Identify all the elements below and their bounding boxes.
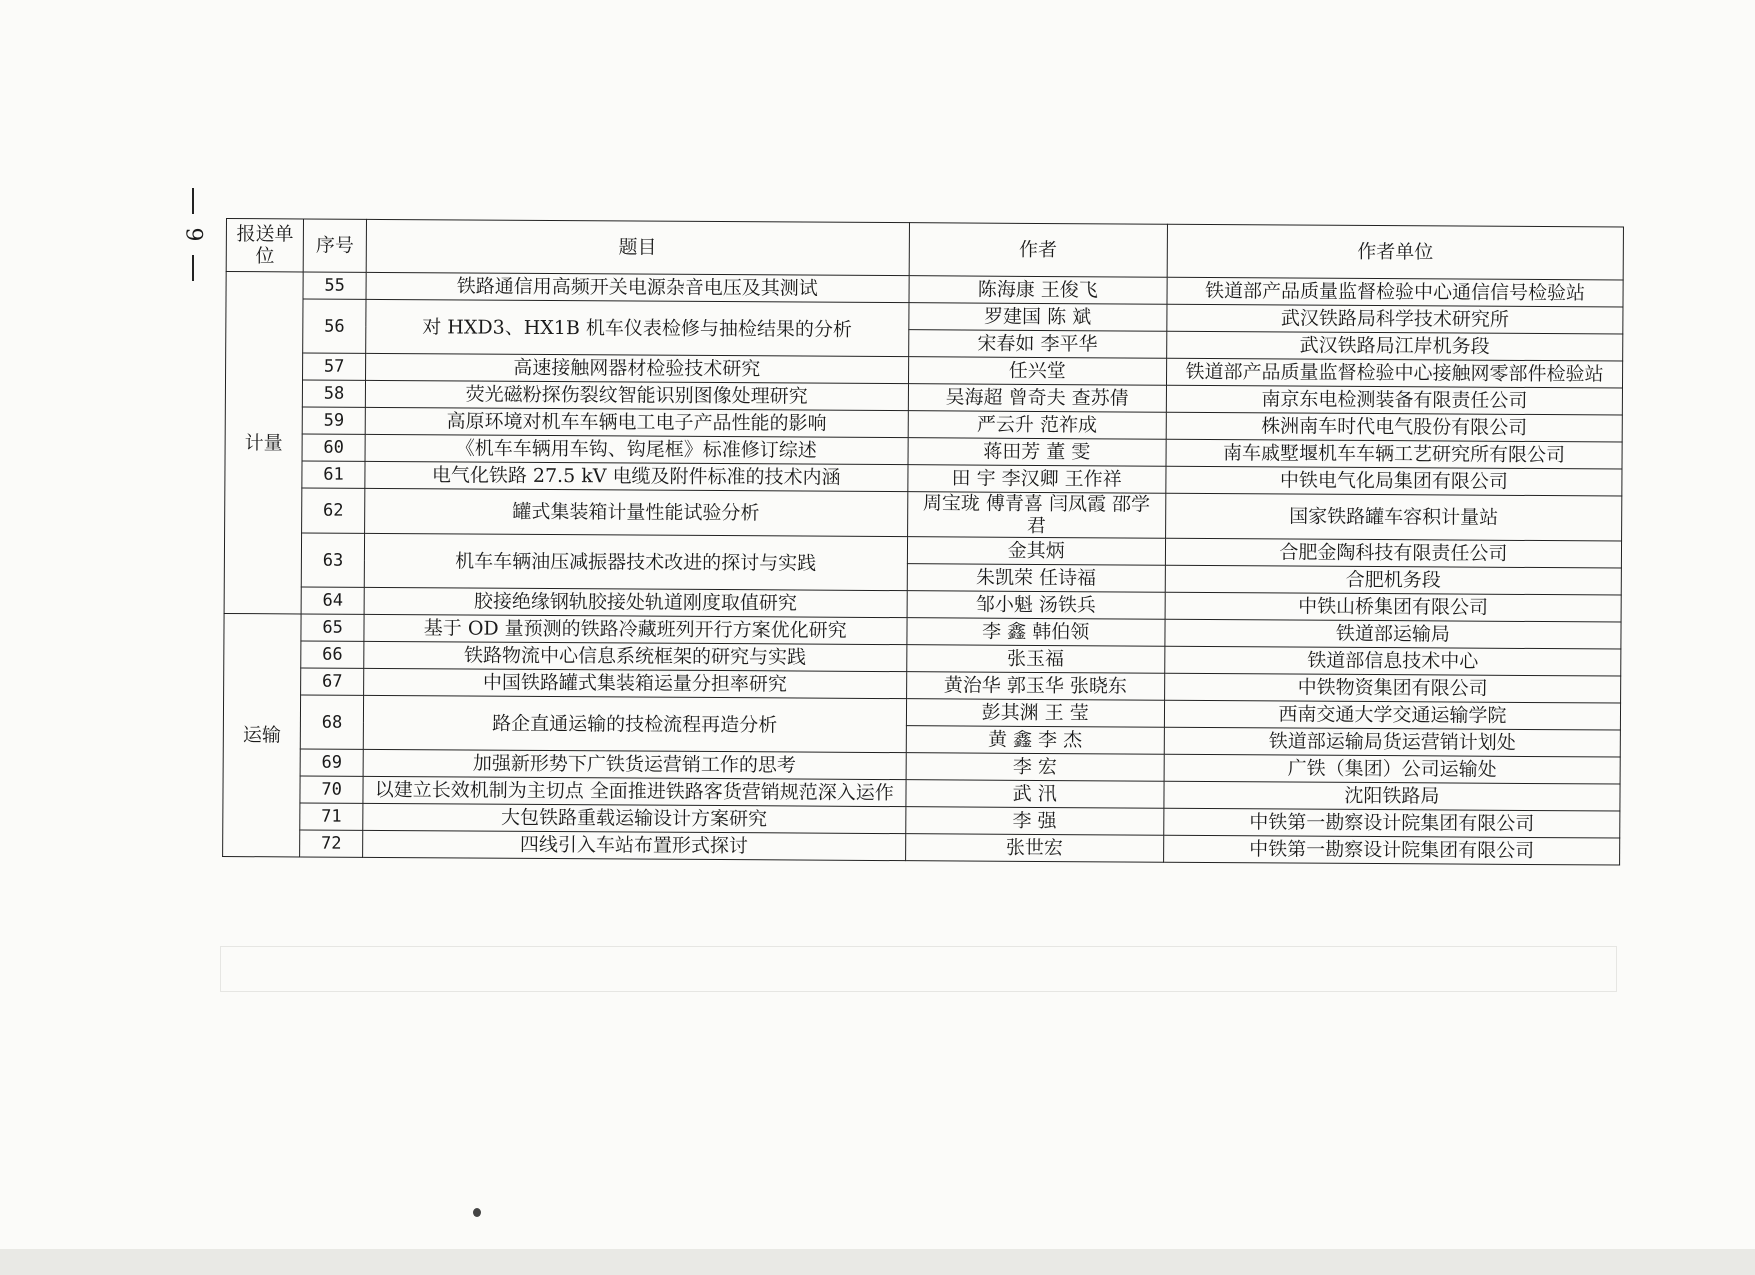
org-cell: 铁道部运输局 xyxy=(1165,619,1621,649)
unit-cell: 运输 xyxy=(223,613,302,856)
seq-cell: 72 xyxy=(300,830,363,857)
header-unit: 报送单位 xyxy=(226,219,304,272)
seq-cell: 59 xyxy=(302,407,365,434)
topic-cell: 基于 OD 量预测的铁路冷藏班列开行方案优化研究 xyxy=(364,614,907,644)
page-number xyxy=(178,188,208,298)
author-cell: 严云升 范祚成 xyxy=(908,411,1167,440)
seq-cell: 69 xyxy=(300,749,363,776)
topic-cell: 路企直通运输的技检流程再造分析 xyxy=(363,695,906,752)
page-number-digit: 9 xyxy=(180,227,206,242)
topic-cell: 铁路通信用高频开关电源杂音电压及其测试 xyxy=(366,272,909,302)
org-cell: 合肥金陶科技有限责任公司 xyxy=(1165,538,1621,568)
seq-cell: 60 xyxy=(302,434,365,461)
org-cell: 南车戚墅堰机车车辆工艺研究所有限公司 xyxy=(1166,439,1622,469)
seq-cell: 65 xyxy=(301,614,364,641)
author-cell: 宋春如 李平华 xyxy=(908,330,1167,359)
author-cell: 张玉福 xyxy=(906,645,1165,674)
org-cell: 铁道部产品质量监督检验中心接触网零部件检验站 xyxy=(1166,358,1622,388)
unit-cell: 计量 xyxy=(224,272,303,614)
topic-cell: 《机车车辆用车钩、钩尾框》标准修订综述 xyxy=(365,434,908,464)
seq-cell: 55 xyxy=(303,272,366,299)
author-cell: 任兴堂 xyxy=(908,357,1167,386)
author-cell: 黄 鑫 李 杰 xyxy=(906,726,1165,755)
author-cell: 李 强 xyxy=(905,807,1164,836)
org-cell: 武汉铁路局科学技术研究所 xyxy=(1167,304,1623,334)
seq-cell: 61 xyxy=(302,461,365,488)
seq-cell: 62 xyxy=(302,488,365,533)
header-topic: 题目 xyxy=(366,219,909,275)
topic-cell: 机车车辆油压减振器技术改进的探讨与实践 xyxy=(364,533,907,590)
org-cell: 铁道部产品质量监督检验中心通信信号检验站 xyxy=(1167,277,1623,307)
author-cell: 彭其渊 王 莹 xyxy=(906,699,1165,728)
table-header xyxy=(226,219,1623,281)
header-seq: 序号 xyxy=(303,219,366,272)
header-author: 作者 xyxy=(909,223,1168,278)
topic-cell: 高速接触网器材检验技术研究 xyxy=(366,353,909,383)
author-cell: 罗建国 陈 斌 xyxy=(908,303,1167,332)
org-cell: 国家铁路罐车容积计量站 xyxy=(1165,493,1621,541)
org-cell: 铁道部信息技术中心 xyxy=(1165,646,1621,676)
topic-cell: 四线引入车站布置形式探讨 xyxy=(363,830,906,860)
seq-cell: 70 xyxy=(300,776,363,803)
org-cell: 西南交通大学交通运输学院 xyxy=(1164,700,1620,730)
seq-cell: 58 xyxy=(303,380,366,407)
org-cell: 合肥机务段 xyxy=(1165,565,1621,595)
org-cell: 中铁山桥集团有限公司 xyxy=(1165,592,1621,622)
org-cell: 广铁（集团）公司运输处 xyxy=(1164,754,1620,784)
topic-cell: 加强新形势下广铁货运营销工作的思考 xyxy=(363,749,906,779)
topic-cell: 高原环境对机车车辆电工电子产品性能的影响 xyxy=(365,407,908,437)
author-cell: 吴海超 曾奇夫 查苏倩 xyxy=(908,384,1167,413)
topic-cell: 以建立长效机制为主切点 全面推进铁路客货营销规范深入运作 xyxy=(363,776,906,806)
org-cell: 南京东电检测装备有限责任公司 xyxy=(1166,385,1622,415)
page-number-dash-top xyxy=(192,188,194,214)
author-cell: 武 汛 xyxy=(905,780,1164,809)
author-cell: 黄治华 郭玉华 张晓东 xyxy=(906,672,1165,701)
seq-cell: 66 xyxy=(301,641,364,668)
topic-cell: 荧光磁粉探伤裂纹智能识别图像处理研究 xyxy=(365,380,908,410)
org-cell: 中铁第一勘察设计院集团有限公司 xyxy=(1164,808,1620,838)
topic-cell: 电气化铁路 27.5 kV 电缆及附件标准的技术内涵 xyxy=(365,461,908,491)
org-cell: 中铁电气化局集团有限公司 xyxy=(1166,466,1622,496)
seq-cell: 56 xyxy=(303,299,366,353)
paper-list-table xyxy=(222,218,1624,866)
author-cell: 金其炳 xyxy=(907,537,1166,566)
scan-bottom-band xyxy=(0,1249,1755,1275)
author-cell: 蒋田芳 董 雯 xyxy=(908,438,1167,467)
author-cell: 陈海康 王俊飞 xyxy=(909,276,1168,305)
author-cell: 田 宇 李汉卿 王作祥 xyxy=(907,465,1166,494)
topic-cell: 大包铁路重载运输设计方案研究 xyxy=(363,803,906,833)
bleed-through-artifact xyxy=(220,946,1617,992)
org-cell: 铁道部运输局货运营销计划处 xyxy=(1164,727,1620,757)
author-cell: 周宝珑 傅青喜 闫凤霞 邵学君 xyxy=(907,492,1166,539)
org-cell: 中铁第一勘察设计院集团有限公司 xyxy=(1164,835,1620,865)
author-cell: 李 宏 xyxy=(906,753,1165,782)
table-body xyxy=(223,272,1624,866)
org-cell: 株洲南车时代电气股份有限公司 xyxy=(1166,412,1622,442)
org-cell: 武汉铁路局江岸机务段 xyxy=(1167,331,1623,361)
author-cell: 邹小魁 汤铁兵 xyxy=(907,591,1166,620)
page-number-dash-bottom xyxy=(192,255,194,281)
seq-cell: 64 xyxy=(301,587,364,614)
author-cell: 李 鑫 韩伯领 xyxy=(906,618,1165,647)
topic-cell: 罐式集装箱计量性能试验分析 xyxy=(365,488,908,536)
seq-cell: 57 xyxy=(303,353,366,380)
header-org: 作者单位 xyxy=(1167,224,1623,280)
seq-cell: 71 xyxy=(300,803,363,830)
seq-cell: 68 xyxy=(300,695,363,749)
topic-cell: 中国铁路罐式集装箱运量分担率研究 xyxy=(364,668,907,698)
org-cell: 沈阳铁路局 xyxy=(1164,781,1620,811)
author-cell: 张世宏 xyxy=(905,834,1164,863)
org-cell: 中铁物资集团有限公司 xyxy=(1164,673,1620,703)
scan-speck xyxy=(473,1208,481,1217)
topic-cell: 胶接绝缘钢轨胶接处轨道刚度取值研究 xyxy=(364,587,907,617)
seq-cell: 67 xyxy=(301,668,364,695)
seq-cell: 63 xyxy=(301,533,364,587)
topic-cell: 铁路物流中心信息系统框架的研究与实践 xyxy=(364,641,907,671)
author-cell: 朱凯荣 任诗福 xyxy=(907,564,1166,593)
topic-cell: 对 HXD3、HX1B 机车仪表检修与抽检结果的分析 xyxy=(366,299,909,356)
